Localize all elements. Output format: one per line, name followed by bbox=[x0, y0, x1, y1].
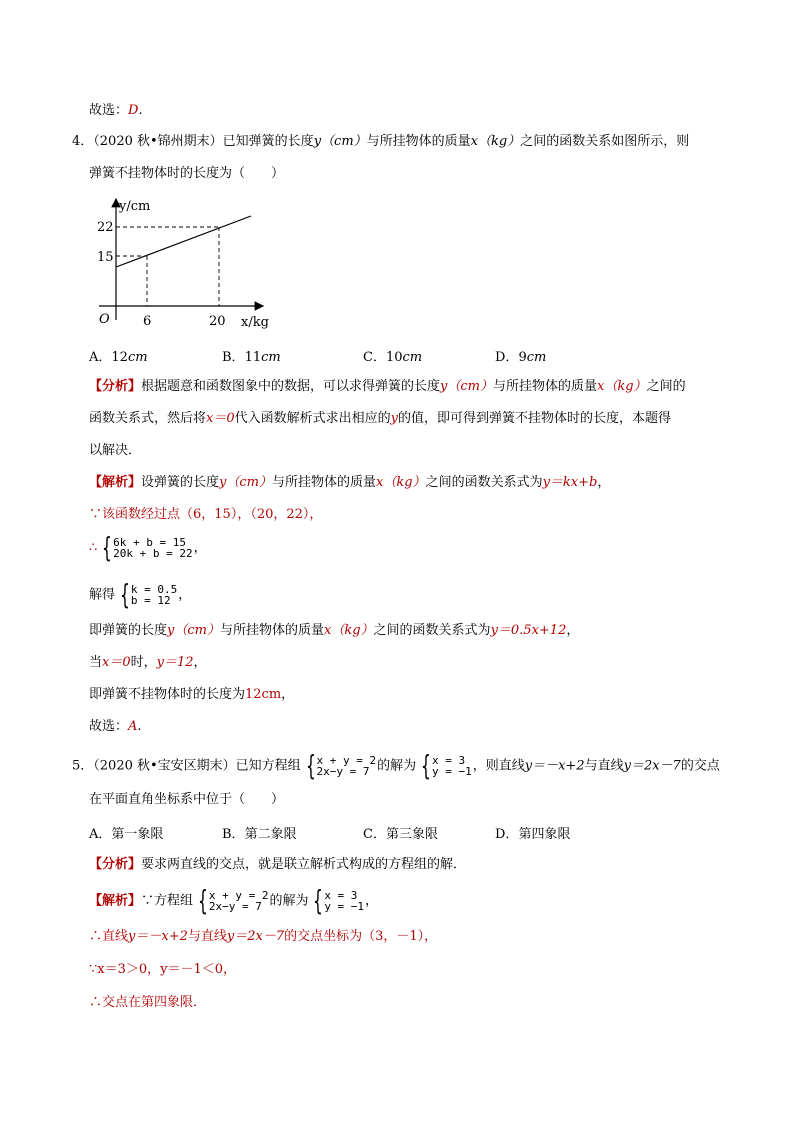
equation-system-1: { 6k + b = 15 20k + b = 22 bbox=[102, 531, 193, 564]
y-axis-label: y/cm bbox=[119, 199, 151, 214]
y-tick-15: 15 bbox=[97, 250, 114, 265]
q5-option-b: B．第二象限 bbox=[222, 827, 297, 842]
x-axis-label: x/kg bbox=[241, 315, 269, 330]
q5-solution-line-1: 【解析】∵方程组 { x + y = 2 2x−y = 7 的解为 { x = 3 y = −1 ， bbox=[89, 884, 379, 917]
q4-analysis-line-2: 函数关系式，然后将x＝0代入函数解析式求出相应的y的值，即可得到弹簧不挂物体时的长度，本题得 bbox=[89, 411, 672, 426]
q4-system-line: ∴ { 6k + b = 15 20k + b = 22 ， bbox=[89, 531, 207, 564]
equation-system-2: { k = 0.5 b = 12 bbox=[120, 578, 178, 611]
q4-points-line: ∵该函数经过点（6，15），（20，22）， bbox=[89, 507, 323, 522]
x-tick-6: 6 bbox=[143, 314, 152, 329]
q5-option-d: D．第四象限 bbox=[495, 827, 571, 842]
question-4-stem-line-2: 弹簧不挂物体时的长度为（ ） bbox=[89, 166, 285, 181]
function-graph bbox=[85, 195, 285, 340]
y-tick-22: 22 bbox=[97, 220, 114, 235]
function-line bbox=[116, 216, 251, 267]
question-4-stem-line-1: 4．（2020 秋•锦州期末）已知弹簧的长度y（cm）与所挂物体的质量x（kg）之间的函数关系如图所示，则 bbox=[72, 134, 690, 149]
q5-because-line: ∵x＝3＞0，y＝－1＜0， bbox=[89, 962, 237, 977]
previous-answer: 故选：D. bbox=[89, 103, 143, 118]
q5-option-c: C．第三象限 bbox=[363, 827, 438, 842]
q4-when-line: 当x＝0时，y＝12， bbox=[89, 655, 207, 670]
q5-solution-system: { x = 3 y = −1 bbox=[421, 749, 472, 782]
q5-intersection-line: ∴直线y＝－x+2与直线y＝2x－7的交点坐标为（3，－1）， bbox=[89, 929, 438, 944]
origin-label: O bbox=[99, 312, 110, 327]
q4-result-line: 即弹簧的长度y（cm）与所挂物体的质量x（kg）之间的函数关系式为y＝0.5x+12， bbox=[89, 623, 580, 638]
q4-option-a: A．12cm bbox=[89, 350, 148, 365]
question-5-stem-line-2: 在平面直角坐标系中位于（ ） bbox=[89, 792, 285, 807]
q5-option-a: A．第一象限 bbox=[89, 827, 164, 842]
q4-analysis-line-1: 【分析】根据题意和函数图象中的数据，可以求得弹簧的长度y（cm）与所挂物体的质量x（kg）之间的 bbox=[89, 379, 686, 394]
q5-solution-result-system: { x = 3 y = −1 bbox=[313, 884, 365, 917]
q4-option-d: D．9cm bbox=[495, 350, 547, 365]
q4-option-b: B．11cm bbox=[222, 350, 281, 365]
q5-conclusion-line: ∴交点在第四象限． bbox=[89, 995, 207, 1010]
question-5-stem-line-1: 5．（2020 秋•宝安区期末）已知方程组 { x + y = 2 2x−y = 7 的解为 { x = 3 y = −1 ，则直线y＝－x+2与直线y＝2x－7的交点 bbox=[72, 749, 720, 782]
x-tick-20: 20 bbox=[209, 314, 226, 329]
q4-answer-line: 故选：A. bbox=[89, 719, 142, 734]
q4-length-line: 即弹簧不挂物体时的长度为12cm， bbox=[89, 687, 295, 702]
q4-solve-line: 解得 { k = 0.5 b = 12 ， bbox=[89, 578, 192, 611]
q5-analysis-line: 【分析】要求两直线的交点，就是联立解析式构成的方程组的解． bbox=[89, 857, 467, 872]
q4-option-c: C．10cm bbox=[363, 350, 423, 365]
q4-solution-line-1: 【解析】设弹簧的长度y（cm）与所挂物体的质量x（kg）之间的函数关系式为y＝kx+b， bbox=[89, 475, 611, 490]
q5-equation-system: { x + y = 2 2x−y = 7 bbox=[305, 749, 377, 782]
q5-solution-equation-system: { x + y = 2 2x−y = 7 bbox=[198, 884, 269, 917]
q4-analysis-line-3: 以解决． bbox=[89, 443, 142, 458]
